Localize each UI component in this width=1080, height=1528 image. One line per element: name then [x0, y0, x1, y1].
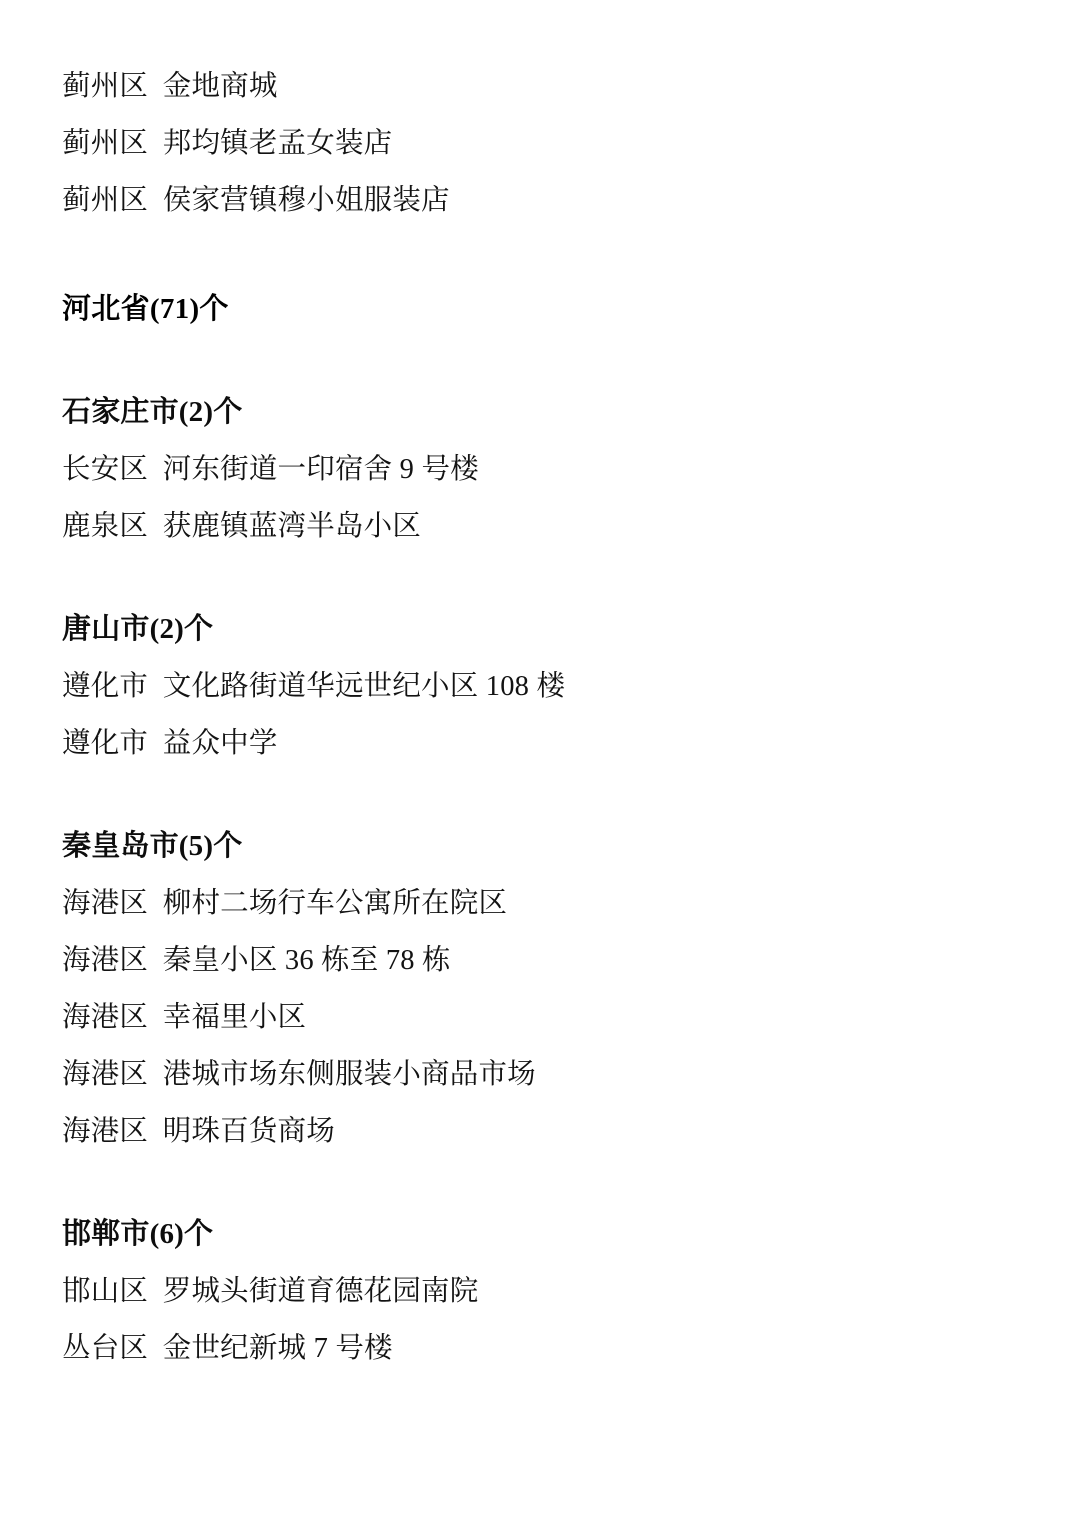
- jizhou-entries: [62, 58, 1010, 229]
- province-heading-hebei: 河北省(71)个: [62, 293, 229, 325]
- qinhuangdao-entries: [62, 875, 1010, 1160]
- city-heading-handan: 邯郸市(6)个: [62, 1218, 214, 1250]
- location-entry: 海港区 柳村二场行车公寓所在院区: [62, 888, 508, 919]
- location-entry: 遵化市 文化路街道华远世纪小区 108 楼: [62, 671, 566, 702]
- document-body: [62, 58, 1010, 1377]
- location-entry: 蓟州区 邦均镇老孟女装店: [62, 128, 393, 159]
- location-entry: 遵化市 益众中学: [62, 728, 278, 759]
- spacer-after-tangshan: [62, 772, 1010, 818]
- spacer-before-province: [62, 229, 1010, 281]
- spacer-after-qinhuangdao: [62, 1160, 1010, 1206]
- location-entry: 鹿泉区 获鹿镇蓝湾半岛小区: [62, 511, 422, 542]
- location-entry: 丛台区 金世纪新城 7 号楼: [62, 1333, 393, 1364]
- city-heading-qinhuangdao: 秦皇岛市(5)个: [62, 830, 243, 862]
- location-entry: 海港区 幸福里小区: [62, 1002, 307, 1033]
- city-heading-tangshan: 唐山市(2)个: [62, 613, 214, 645]
- shijiazhuang-entries: [62, 441, 1010, 555]
- city-heading-shijiazhuang: 石家庄市(2)个: [62, 396, 243, 428]
- location-entry: 海港区 明珠百货商场: [62, 1116, 335, 1147]
- location-entry: 蓟州区 侯家营镇穆小姐服装店: [62, 185, 450, 216]
- location-entry: 邯山区 罗城头街道育德花园南院: [62, 1276, 479, 1307]
- tangshan-entries: [62, 658, 1010, 772]
- location-entry: 长安区 河东街道一印宿舍 9 号楼: [62, 454, 479, 485]
- spacer-after-shijiazhuang: [62, 555, 1010, 601]
- spacer-after-province: [62, 338, 1010, 384]
- location-entry: 蓟州区 金地商城: [62, 71, 278, 102]
- location-entry: 海港区 港城市场东侧服装小商品市场: [62, 1059, 536, 1090]
- handan-entries: [62, 1263, 1010, 1377]
- location-entry: 海港区 秦皇小区 36 栋至 78 栋: [62, 945, 451, 976]
